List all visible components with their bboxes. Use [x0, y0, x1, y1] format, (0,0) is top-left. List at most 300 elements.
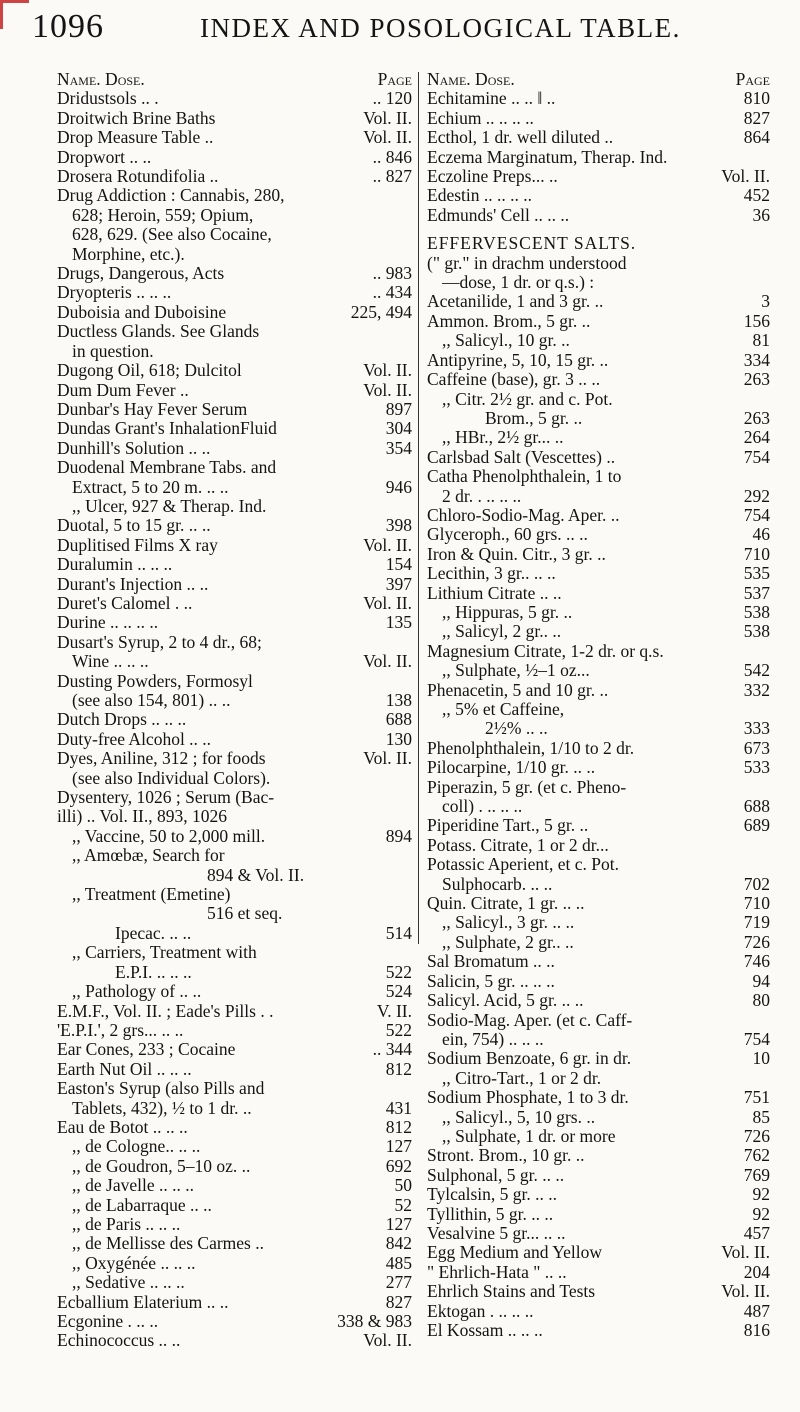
entry-page-ref: 304	[385, 418, 412, 439]
index-entry	[57, 1273, 412, 1292]
entry-text: ,, Sulphate, ½–1 oz...	[442, 661, 590, 681]
entry-text: Drug Addiction : Cannabis, 280,	[57, 186, 285, 206]
entry-text: Echinococcus .. ..	[57, 1331, 181, 1351]
entry-text: (see also 154, 801) .. ..	[72, 691, 231, 710]
index-entry	[427, 681, 770, 700]
entry-page-ref: Vol. II.	[721, 1242, 770, 1263]
index-entry	[427, 816, 770, 835]
entry-text: Egg Medium and Yellow	[427, 1243, 602, 1263]
index-entry	[57, 613, 412, 632]
entry-text: 'E.P.I.', 2 grs... .. ..	[57, 1020, 184, 1040]
entry-page-ref: 487	[743, 1300, 770, 1321]
index-entry	[427, 206, 770, 225]
index-entry	[57, 1331, 412, 1350]
column-header	[57, 70, 412, 89]
entry-page-ref: 452	[743, 185, 770, 206]
entry-page-ref: 10	[752, 1048, 770, 1069]
index-entry	[57, 245, 412, 264]
entry-text: Duotal, 5 to 15 gr. .. ..	[57, 516, 211, 536]
index-entry	[57, 1254, 412, 1273]
entry-page-ref: 754	[743, 1028, 770, 1049]
entry-page-ref: .. 846	[372, 146, 412, 167]
entry-page-ref: 154	[385, 554, 412, 575]
entry-page-ref: 277	[385, 1272, 412, 1293]
entry-text: Phenolphthalein, 1/10 to 2 dr.	[427, 738, 635, 758]
section-heading	[427, 234, 770, 253]
index-entry	[427, 370, 770, 389]
entry-text: Dropwort .. ..	[57, 147, 152, 167]
entry-page-ref: 535	[743, 563, 770, 584]
index-column-left	[57, 70, 412, 1351]
entry-text: Tylcalsin, 5 gr. .. ..	[427, 1185, 558, 1205]
index-entry	[57, 710, 412, 729]
index-entry	[427, 1049, 770, 1068]
page-number: 1096	[32, 8, 104, 45]
entry-text: Earth Nut Oil .. .. ..	[57, 1059, 192, 1079]
index-entry	[57, 167, 412, 186]
entry-page-ref: .. 983	[372, 263, 412, 284]
entry-text: illi) .. Vol. II., 893, 1026	[57, 807, 227, 827]
entry-text: Brom., 5 gr. ..	[485, 408, 583, 428]
index-entry	[57, 1137, 412, 1156]
index-entry	[57, 342, 412, 361]
index-entry	[57, 730, 412, 749]
entry-text: Quin. Citrate, 1 gr. .. ..	[427, 894, 585, 914]
entry-text: ,, Salicyl, 2 gr.. ..	[442, 622, 562, 642]
entry-page-ref: 692	[385, 1155, 412, 1176]
entry-text: Sal Bromatum .. ..	[427, 952, 555, 972]
entry-text: Sodium Phosphate, 1 to 3 dr.	[427, 1088, 629, 1108]
index-entry	[57, 963, 412, 982]
index-entry	[57, 303, 412, 322]
entry-page-ref: .. 120	[372, 88, 412, 109]
entry-text: Echium .. .. .. ..	[427, 108, 534, 128]
entry-text: Ehrlich Stains and Tests	[427, 1282, 596, 1302]
column-header	[427, 70, 770, 89]
index-entry	[427, 409, 770, 428]
entry-text: Morphine, etc.).	[72, 244, 185, 264]
index-entry	[57, 866, 412, 885]
entry-page-ref: 431	[385, 1097, 412, 1118]
entry-text: ,, Salicyl., 3 gr. .. ..	[442, 913, 575, 933]
index-entry	[57, 1312, 412, 1331]
entry-page-ref: 754	[743, 446, 770, 467]
entry-page-ref: 127	[385, 1213, 412, 1234]
index-entry	[57, 536, 412, 555]
entry-page-ref: 769	[743, 1164, 770, 1185]
entry-page-ref: 263	[743, 369, 770, 390]
entry-page-ref: 946	[385, 476, 412, 497]
entry-page-ref: Vol. II.	[363, 592, 412, 613]
entry-page-ref: 522	[385, 1019, 412, 1040]
entry-text: Eau de Botot .. .. ..	[57, 1117, 188, 1137]
entry-page-ref: 338 & 983	[337, 1311, 412, 1331]
entry-page-ref: Vol. II.	[363, 107, 412, 128]
entry-text: Name. Dose.	[427, 70, 515, 89]
entry-text: ,, Citr. 2½ gr. and c. Pot.	[442, 389, 613, 409]
entry-page-ref: 92	[752, 1203, 770, 1224]
index-entry	[427, 506, 770, 525]
index-entry	[57, 322, 412, 341]
entry-page-ref: 812	[385, 1058, 412, 1079]
entry-text: Sulphonal, 5 gr. .. ..	[427, 1165, 565, 1185]
index-entry	[57, 1157, 412, 1176]
entry-page-ref: 816	[743, 1320, 770, 1340]
entry-page-ref: 50	[394, 1175, 412, 1196]
entry-page-ref: 810	[743, 88, 770, 109]
entry-text: Stront. Brom., 10 gr. ..	[427, 1146, 585, 1166]
index-entry	[427, 1011, 770, 1030]
index-column-right	[427, 70, 770, 1340]
index-entry	[57, 1176, 412, 1195]
entry-page-ref: Vol. II.	[721, 1281, 770, 1302]
entry-text: Iron & Quin. Citr., 3 gr. ..	[427, 544, 606, 564]
index-entry	[427, 1185, 770, 1204]
index-entry	[427, 254, 770, 273]
index-entry	[57, 885, 412, 904]
entry-text: Sodio-Mag. Aper. (et c. Caff-	[427, 1010, 633, 1030]
entry-text: (see also Individual Colors).	[72, 768, 271, 788]
entry-text: ,, Salicyl., 5, 10 grs. ..	[442, 1107, 596, 1127]
index-entry	[57, 264, 412, 283]
entry-text: 894 & Vol. II.	[207, 865, 305, 885]
index-entry	[427, 273, 770, 292]
index-entry	[57, 827, 412, 846]
entry-text: Name. Dose.	[57, 70, 145, 89]
index-entry	[57, 749, 412, 768]
index-entry	[427, 525, 770, 544]
index-entry	[427, 1146, 770, 1165]
index-entry	[57, 769, 412, 788]
index-entry	[427, 758, 770, 777]
entry-text: Dusart's Syrup, 2 to 4 dr., 68;	[57, 632, 262, 652]
index-entry	[427, 545, 770, 564]
entry-text: Drosera Rotundifolia ..	[57, 167, 219, 187]
entry-text: Dunhill's Solution .. ..	[57, 438, 211, 458]
entry-text: Extract, 5 to 20 m. .. ..	[72, 477, 229, 497]
entry-page-ref: 264	[743, 427, 770, 448]
entry-text: Dundas Grant's InhalationFluid	[57, 419, 277, 439]
entry-text: Dridustsols .. .	[57, 89, 159, 109]
entry-page-ref: 332	[743, 679, 770, 700]
index-entry	[427, 642, 770, 661]
entry-page-ref: 754	[743, 504, 770, 525]
index-entry	[427, 1321, 770, 1340]
entry-page-ref: 138	[385, 690, 412, 710]
entry-page-ref: 710	[743, 543, 770, 564]
entry-page-ref: 94	[752, 970, 770, 991]
entry-text: Eczoline Preps... ..	[427, 167, 558, 187]
index-entry	[57, 283, 412, 302]
index-entry	[57, 1196, 412, 1215]
entry-page-ref: Vol. II.	[363, 360, 412, 381]
index-entry	[427, 913, 770, 932]
index-entry	[57, 633, 412, 652]
entry-text: ,, Sedative .. .. ..	[72, 1273, 185, 1293]
index-entry	[427, 719, 770, 738]
index-entry	[57, 497, 412, 516]
entry-text: Dysentery, 1026 ; Serum (Bac-	[57, 788, 275, 808]
entry-text: ,, Ulcer, 927 & Therap. Ind.	[72, 496, 267, 516]
entry-text: Ductless Glands. See Glands	[57, 322, 260, 342]
entry-page-ref: 397	[385, 573, 412, 594]
index-entry	[427, 739, 770, 758]
entry-text: Drop Measure Table ..	[57, 128, 214, 148]
entry-text: Easton's Syrup (also Pills and	[57, 1079, 265, 1099]
entry-page-ref: Vol. II.	[363, 534, 412, 555]
column-divider	[418, 72, 419, 944]
index-entry	[57, 381, 412, 400]
entry-page-ref: Vol. II.	[363, 127, 412, 148]
index-entry	[57, 904, 412, 923]
entry-page-ref: 726	[743, 1125, 770, 1146]
entry-text: Tyllithin, 5 gr. .. ..	[427, 1204, 554, 1224]
entry-page-ref: 225, 494	[350, 301, 412, 322]
entry-page-ref: 762	[743, 1145, 770, 1166]
entry-page-ref: 726	[743, 931, 770, 952]
entry-text: ,, Vaccine, 50 to 2,000 mill.	[72, 826, 266, 846]
entry-text: Acetanilide, 1 and 3 gr. ..	[427, 292, 604, 312]
entry-page-ref: 36	[752, 204, 770, 225]
entry-text: Duret's Calomel . ..	[57, 593, 193, 613]
entry-text: ,, Salicyl., 10 gr. ..	[442, 331, 570, 351]
entry-page-ref: 334	[743, 349, 770, 370]
index-entry	[57, 943, 412, 962]
entry-text: Salicin, 5 gr. .. .. ..	[427, 971, 555, 991]
entry-page-ref: 689	[743, 815, 770, 836]
entry-text: Salicyl. Acid, 5 gr. .. ..	[427, 991, 584, 1011]
entry-text: Ecthol, 1 dr. well diluted ..	[427, 128, 614, 148]
index-entry	[427, 855, 770, 874]
entry-page-ref: 542	[743, 660, 770, 681]
index-entry	[427, 1030, 770, 1049]
index-entry	[427, 1205, 770, 1224]
index-entry	[427, 603, 770, 622]
index-entry	[57, 419, 412, 438]
entry-page-ref: 751	[743, 1087, 770, 1108]
entry-text: ,, de Javelle .. .. ..	[72, 1176, 194, 1196]
entry-text: Wine .. .. ..	[72, 652, 149, 672]
index-entry	[57, 225, 412, 244]
index-entry	[427, 1224, 770, 1243]
running-title: INDEX AND POSOLOGICAL TABLE.	[200, 13, 681, 43]
entry-page-ref: 524	[385, 981, 412, 1002]
index-entry	[427, 390, 770, 409]
index-entry	[57, 128, 412, 147]
entry-page-ref: Vol. II.	[363, 651, 412, 672]
index-entry	[427, 622, 770, 641]
entry-page-ref: 156	[743, 310, 770, 331]
entry-text: Ecballium Elaterium .. ..	[57, 1292, 229, 1312]
index-entry	[427, 487, 770, 506]
entry-text: ,, HBr., 2½ gr... ..	[442, 428, 564, 448]
index-entry	[427, 1108, 770, 1127]
entry-page-ref: 710	[743, 893, 770, 914]
entry-page-ref: 85	[752, 1106, 770, 1127]
index-entry	[57, 439, 412, 458]
entry-text: Lecithin, 3 gr.. .. ..	[427, 564, 556, 584]
entry-page-ref: 719	[743, 912, 770, 933]
index-entry	[57, 1079, 412, 1098]
entry-page-ref: 688	[385, 709, 412, 730]
index-entry	[57, 672, 412, 691]
entry-page-ref: 842	[385, 1233, 412, 1254]
entry-page-ref: 92	[752, 1184, 770, 1205]
entry-page-ref: 81	[752, 330, 770, 351]
index-entry	[57, 148, 412, 167]
index-entry	[427, 312, 770, 331]
entry-text: Phenacetin, 5 and 10 gr. ..	[427, 680, 609, 700]
entry-text: Carlsbad Salt (Vescettes) ..	[427, 447, 616, 467]
index-entry	[427, 661, 770, 680]
entry-text: Dusting Powders, Formosyl	[57, 671, 253, 691]
index-entry	[57, 594, 412, 613]
entry-page-ref: Vol. II.	[363, 1330, 412, 1351]
entry-text: EFFERVESCENT SALTS.	[427, 234, 637, 254]
index-entry	[57, 1021, 412, 1040]
entry-page-ref: 514	[385, 922, 412, 943]
entry-text: (" gr." in drachm understood	[427, 253, 627, 273]
entry-page-ref: V. II.	[376, 1000, 412, 1021]
entry-page-ref: Vol. II.	[363, 748, 412, 769]
index-entry	[427, 1282, 770, 1301]
entry-text: ,, de Labarraque .. ..	[72, 1195, 212, 1215]
index-entry	[427, 991, 770, 1010]
index-entry	[427, 972, 770, 991]
entry-text: Drugs, Dangerous, Acts	[57, 264, 225, 284]
entry-text: Ektogan . .. .. ..	[427, 1301, 534, 1321]
entry-text: Eczema Marginatum, Therap. Ind.	[427, 147, 668, 167]
index-entry	[57, 1040, 412, 1059]
index-entry	[57, 1099, 412, 1118]
entry-text: Dryopteris .. .. ..	[57, 283, 172, 303]
entry-page-ref: 533	[743, 757, 770, 778]
entry-text: ,, Sulphate, 2 gr.. ..	[442, 932, 574, 952]
entry-page-ref: 538	[743, 601, 770, 622]
entry-text: Potassic Aperient, et c. Pot.	[427, 855, 619, 875]
entry-text: Pilocarpine, 1/10 gr. .. ..	[427, 758, 596, 778]
entry-page-ref: 52	[394, 1194, 412, 1215]
index-entry	[57, 89, 412, 108]
entry-text: " Ehrlich-Hata " .. ..	[427, 1262, 567, 1282]
entry-page-ref: 292	[743, 485, 770, 506]
entry-text: Vesalvine 5 gr... .. ..	[427, 1223, 566, 1243]
entry-text: El Kossam .. .. ..	[427, 1321, 543, 1340]
entry-text: Duralumin .. .. ..	[57, 555, 173, 575]
entry-text: Ammon. Brom., 5 gr. ..	[427, 311, 591, 331]
index-entry	[427, 1166, 770, 1185]
index-entry	[427, 933, 770, 952]
index-entry	[427, 331, 770, 350]
entry-text: 2½% .. ..	[485, 719, 548, 739]
index-entry	[427, 128, 770, 147]
entry-text: Dum Dum Fever ..	[57, 380, 189, 400]
entry-text: ,, de Goudron, 5–10 oz. ..	[72, 1156, 251, 1176]
index-entry	[427, 1088, 770, 1107]
entry-text: Sodium Benzoate, 6 gr. in dr.	[427, 1049, 632, 1069]
entry-text: Duty-free Alcohol .. ..	[57, 729, 212, 749]
entry-text: ,, Pathology of .. ..	[72, 982, 202, 1002]
entry-text: Antipyrine, 5, 10, 15 gr. ..	[427, 350, 609, 370]
index-entry	[427, 148, 770, 167]
index-entry	[427, 1127, 770, 1146]
index-entry	[57, 109, 412, 128]
entry-page-ref: 894	[385, 825, 412, 846]
index-entry	[57, 555, 412, 574]
entry-text: ,, Citro-Tart., 1 or 2 dr.	[442, 1068, 602, 1088]
index-entry	[57, 1118, 412, 1137]
index-entry	[57, 1293, 412, 1312]
index-entry	[57, 1215, 412, 1234]
index-entry	[57, 1060, 412, 1079]
entry-text: ,, Carriers, Treatment with	[72, 943, 257, 963]
entry-page-ref: Vol. II.	[721, 166, 770, 187]
entry-text: 628; Heroin, 559; Opium,	[72, 205, 254, 225]
entry-text: coll) . .. .. ..	[442, 797, 523, 817]
index-entry	[57, 691, 412, 710]
entry-text: Echitamine .. .. ‖ ..	[427, 89, 556, 109]
entry-text: 628, 629. (See also Cocaine,	[72, 225, 272, 245]
index-entry	[57, 652, 412, 671]
index-entry	[427, 167, 770, 186]
entry-page-ref: Page	[377, 69, 412, 89]
entry-text: Tablets, 432), ½ to 1 dr. ..	[72, 1098, 252, 1118]
entry-text: E.P.I. .. .. ..	[115, 962, 192, 982]
index-entry	[57, 982, 412, 1001]
entry-text: Duplitised Films X ray	[57, 535, 218, 555]
entry-text: 2 dr. . .. .. ..	[442, 486, 522, 506]
entry-text: ,, 5% et Caffeine,	[442, 700, 565, 719]
entry-page-ref: 537	[743, 582, 770, 603]
entry-text: —dose, 1 dr. or q.s.) :	[442, 273, 595, 293]
entry-text: Edestin .. .. .. ..	[427, 186, 532, 206]
index-entry	[427, 467, 770, 486]
index-entry	[57, 807, 412, 826]
index-entry	[427, 1243, 770, 1262]
index-entry	[427, 894, 770, 913]
index-entry	[57, 575, 412, 594]
index-entry	[427, 584, 770, 603]
entry-text: Edmunds' Cell .. .. ..	[427, 205, 570, 225]
entry-page-ref: 135	[385, 612, 412, 633]
index-entry	[57, 1234, 412, 1253]
index-entry	[57, 361, 412, 380]
entry-text: E.M.F., Vol. II. ; Eade's Pills . .	[57, 1001, 274, 1021]
entry-text: Dunbar's Hay Fever Serum	[57, 399, 248, 419]
page-corner-mark	[0, 0, 29, 29]
index-entry	[427, 564, 770, 583]
entry-page-ref: 897	[385, 398, 412, 419]
entry-text: Sulphocarb. .. ..	[442, 874, 553, 894]
entry-text: Piperidine Tart., 5 gr. ..	[427, 816, 589, 836]
entry-text: Durine .. .. .. ..	[57, 613, 159, 633]
index-entry	[57, 186, 412, 205]
entry-page-ref: .. 827	[372, 166, 412, 187]
entry-page-ref: .. 434	[372, 282, 412, 303]
entry-page-ref: 46	[752, 524, 770, 545]
entry-page-ref: 827	[385, 1291, 412, 1312]
entry-text: ,, de Mellisse des Carmes ..	[72, 1234, 264, 1254]
entry-page-ref: 864	[743, 127, 770, 148]
index-entry	[427, 428, 770, 447]
index-entry	[427, 186, 770, 205]
entry-text: Dugong Oil, 618; Dulcitol	[57, 361, 242, 381]
index-entry	[57, 400, 412, 419]
index-entry	[427, 952, 770, 971]
entry-page-ref: 702	[743, 873, 770, 894]
entry-text: Chloro-Sodio-Mag. Aper. ..	[427, 505, 620, 525]
entry-page-ref: 522	[385, 961, 412, 982]
